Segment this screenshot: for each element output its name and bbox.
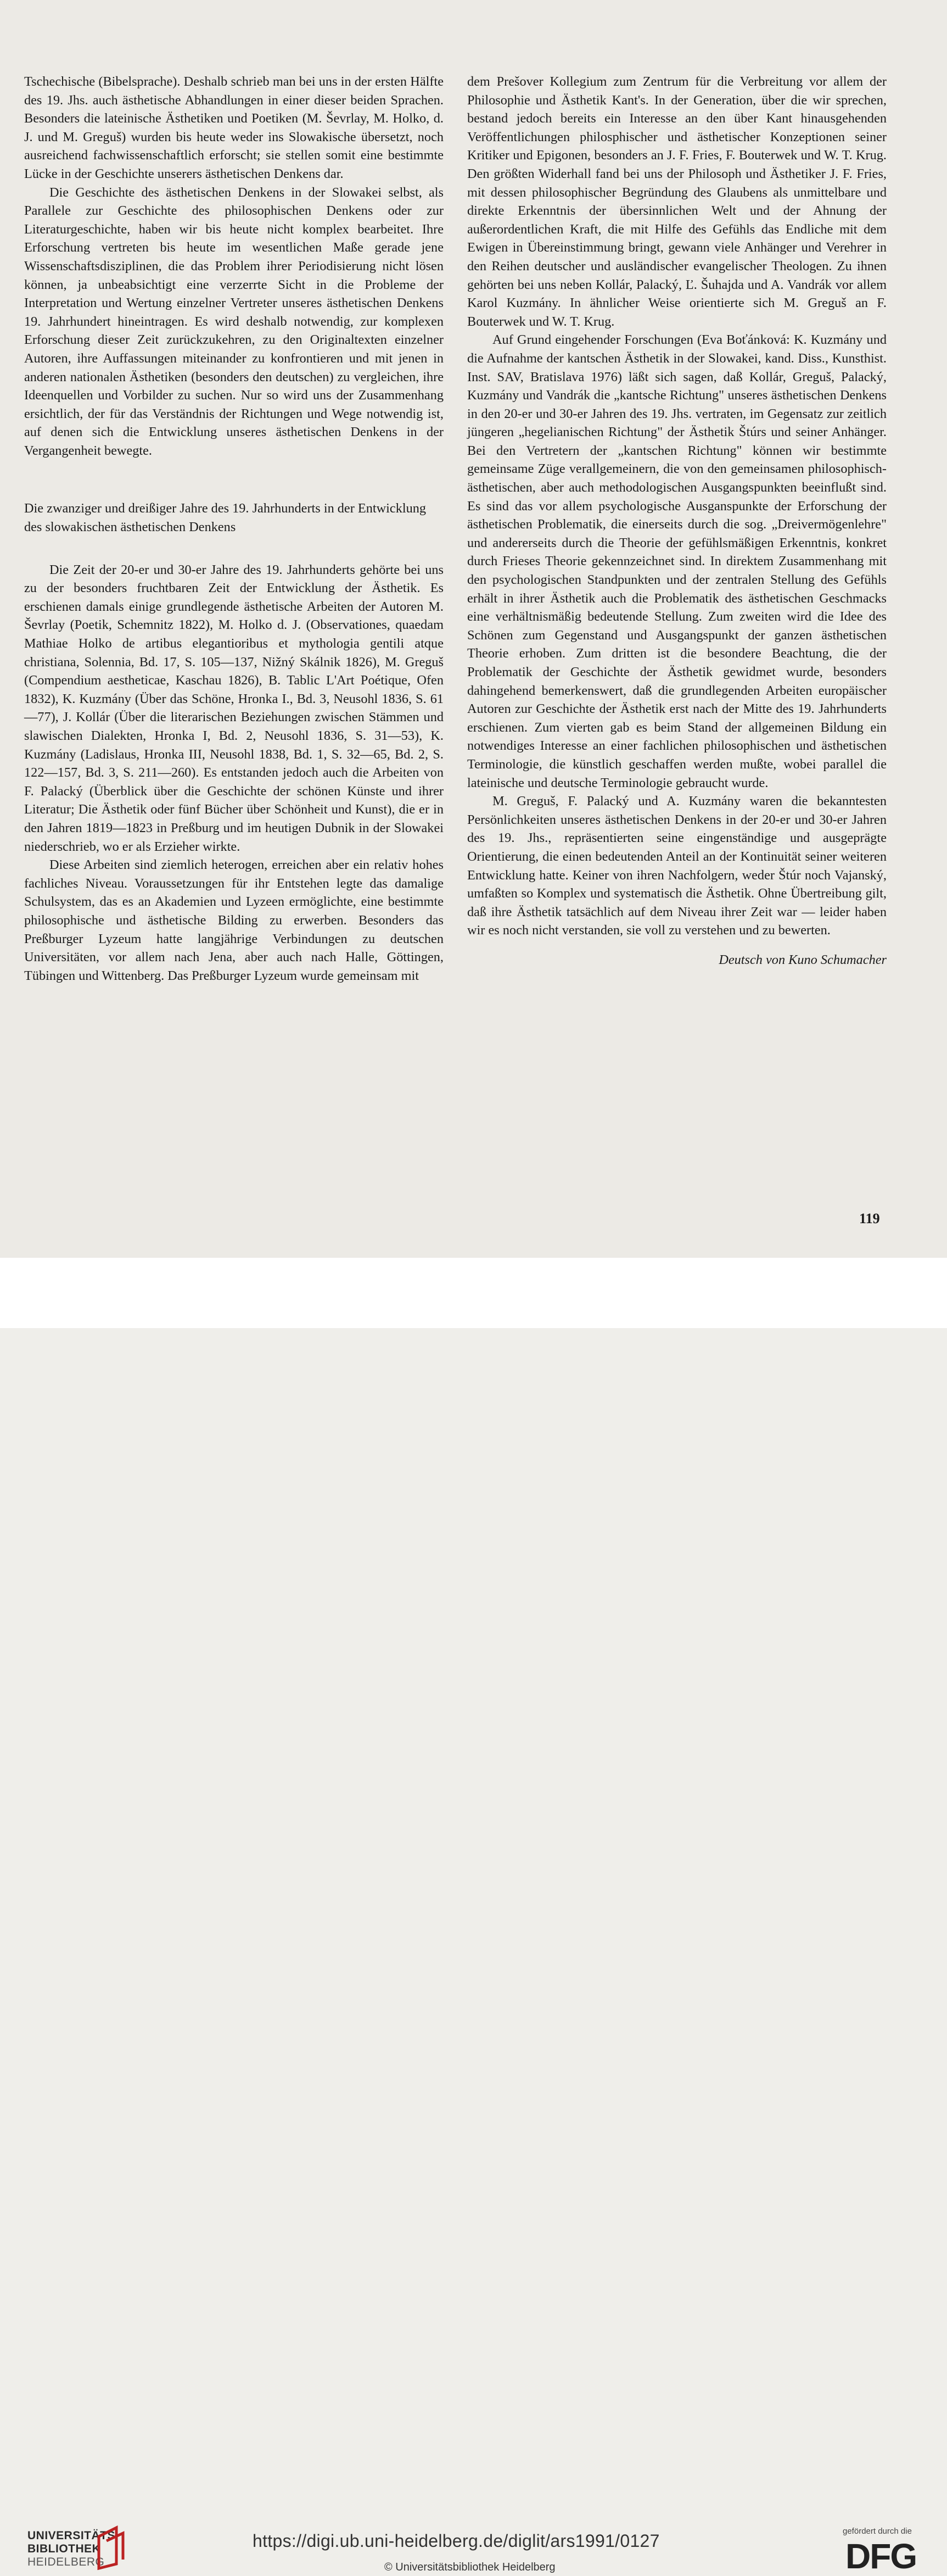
section-heading: Die zwanziger und dreißiger Jahre des 19. Jahrhunderts in der Entwicklung des slowakischen ästhetischen Denkens (24, 501, 427, 535)
footer-bar (0, 1258, 947, 2576)
logo-line: HEIDELBERG (27, 2556, 105, 2568)
paragraph: M. Greguš, F. Palacký und A. Kuzmány waren die bekanntesten Persönlichkeiten unseres ästhetischen Denkens in der 20-er und 30-er Jahren des 19. Jhs., repräsentierten seine eingenständige und ausgeprägte Orientierung, die einen bedeutenden Anteil an der Kontinuität seiner weiteren Entwicklung hatte. Keiner von ihren Nachfolgern, weder Štúr noch Vajanský, umfaßten so Komplex und systematisch die Ästhetik. Ohne Übertreibung gilt, daß ihre Ästhetik tatsächlich auf dem Niveau ihrer Zeit war — leider haben wir es noch nicht verstanden, sie voll zu verstehen und zu bewerten. (467, 794, 887, 938)
paragraph: Auf Grund eingehender Forschungen (Eva Boťánková: K. Kuzmány und die Aufnahme der kantschen Ästhetik in der Slowakei, kand. Diss., Kunsthist. Inst. SAV, Bratislava 1976) läßt sich sagen, daß Kollár, Greguš, Palacký, Kuzmány und Vandrák die „kantsche Richtung" unseres ästhetischen Denkens in den 20-er und 30-er Jahren des 19. Jhs. vertraten, im Gegensatz zur zeitlich jüngeren „hegelianischen Richtung" der Ästhetik Štúrs und seiner Anhänger. Bei den Vertretern der „kantschen Richtung" können wir bestimmte gemeinsame Züge verallgemeinern, die von den gemeinsamen philosophisch-ästhetischen, aber auch methodologischen Ausgangspunkten beeinflußt sind. Es sind das vor allem psychologische Ausganspunkte der Erforschung der ästhetischen Problematik, die einerseits durch die sog. „Dreivermögenlehre" und andererseits durch die Theorie der gefühlsmäßigen Erkenntnis, konkret durch Frieses Theorie gekennzeichnet sind. In direktem Zusammenhang mit den psychologischen Standpunkten und der zentralen Stellung des Gefühls erhält in ihrer Ästhetik auch die Problematik des ästhetischen Geschmacks eine verhältnismäßig bedeutende Stellung. Zum zweiten wird die Idee des Schönen zum Gegenstand und Ausgangspunkt der ganzen ästhetischen Theorie erhoben. Zum dritten ist die besondere Beachtung, die der Problematik der Geschichte der Ästhetik gewidmet wurde, besonders dahingehend bemerkenswert, daß die grundlegenden Arbeiten europäischer Autoren zur Geschichte der Ästhetik erst nach der Mitte des 19. Jahrhunderts erschienen. Zum vierten gab es beim Stand der allgemeinen Bildung ein notwendiges Interesse an einer fachlichen philosophischen und ästhetischen Terminologie, die künstlich geschaffen werden mußte, wobei parallel die lateinische und deutsche Terminologie gebraucht wurde. (467, 332, 887, 790)
left-column (24, 73, 444, 985)
translator-credit: Deutsch von Kuno Schumacher (719, 952, 887, 967)
paragraph: Tschechische (Bibelsprache). Deshalb schrieb man bei uns in der ersten Hälfte des 19. Jhs. auch ästhetische Abhandlungen in einer dieser beiden Sprachen. Besonders die lateinische Ästhetiken und Poetiken (M. Ševrlay, M. Holko, d. J. und M. Greguš) wurden bis heute weder ins Slowakische übersetzt, noch ausreichend fachwissenschaftlich erforscht; sie stellen somit eine bestimmte Lücke in der Geschichte unserers ästhetischen Denkens dar. (24, 74, 444, 181)
dfg-logo[interactable]: DFG (845, 2536, 917, 2576)
paragraph: Die Zeit der 20-er und 30-er Jahre des 19. Jahrhunderts gehörte bei uns zu der besonders fruchtbaren Zeit der Entwicklung der Ästhetik. Es erschienen damals einige grundlegende ästhetische Arbeiten der Autoren M. Ševrlay (Poetik, Schemnitz 1822), M. Holko d. J. (Observationes, quaedam Mathiae Holko de artibus elegantioribus et mythologia gentili atque christiana, Solennia, Bd. 17, S. 105—137, Nižný Skálnik 1826), M. Greguš (Compendium aestheticae, Kaschau 1826), B. Tablic L'Art Poétique, Ofen 1832), K. Kuzmány (Über das Schöne, Hronka I., Bd. 3, Neusohl 1836, S. 61—77), J. Kollár (Über die literarischen Beziehungen zwischen Stämmen und slawischen Dialekten, Hronka I, Bd. 2, Neusohl 1836, S. 31—53), K. Kuzmány (Ladislaus, Hronka III, Neusohl 1838, Bd. 1, S. 32—65, Bd. 2, S. 122—157, Bd. 3, S. 211—260). Es entstanden jedoch auch die Arbeiten von F. Palacký (Überblick über die Geschichte der schönen Künste und ihrer Literatur; Die Ästhetik oder fünf Bücher über Schönheit und Kunst), die er in den Jahren 1819—1823 in Preßburg und im heutigen Dubnik in der Slowakei niederschrieb, wo er als Erzieher wirkte. (24, 562, 444, 854)
paragraph: Diese Arbeiten sind ziemlich heterogen, erreichen aber ein relativ hohes fachliches Niveau. Voraussetzungen für ihr Entstehen legte das damalige Schulsystem, das es an Akademien und Lyzeen ermöglichte, eine bestimmte philosophische und ästhetische Bilding zu erwerben. Besonders das Preßburger Lyzeum hatte langjährige Verbindungen zu deutschen Universitäten, vor allem nach Jena, aber auch nach Halle, Göttingen, Tübingen und Wittenberg. Das Preßburger Lyzeum wurde gemeinsam mit (24, 857, 444, 983)
funding-label: gefördert durch die (843, 2527, 912, 2536)
page-number: 119 (859, 1211, 880, 1226)
library-logo-icon (94, 2525, 130, 2571)
paragraph: dem Prešover Kollegium zum Zentrum für die Verbreitung vor allem der Philosophie und Ästhetik Kant's. In der Generation, über die wir sprechen, bestand jedoch bereits ein Interesse an den über Kant hinausgehenden Veröffentlichungen philosphischer und ästhetischer Konzeptionen seiner Kritiker und Epigonen, besonders an J. F. Fries, F. Bouterwek und W. T. Krug. Den größten Widerhall fand bei uns der Philosoph und Ästhetiker J. F. Fries, mit dessen philosophischer Begründung des Glaubens als unmittelbare und direkte Erkenntnis der übersinnlichen Welt und der Ahnung der außerordentlichen Kraft, die mit Hilfe des Gefühls das Endliche mit dem Ewigen in Übereinstimmung bringt, gewann viele Anhänger und Verehrer in den Reihen deutscher und ausländischer evangelischer Theologen. Zu ihnen gehörten bei uns neben Kollár, Palacký, Ľ. Šuhajda und A. Vandrák vor allem Karol Kuzmány. In ähnlicher Weise orientierte sich M. Greguš an F. Bouterwek und W. T. Krug. (467, 74, 887, 329)
logo-line: BIBLIOTHEK (27, 2542, 101, 2555)
paragraph: Die Geschichte des ästhetischen Denkens in der Slowakei selbst, als Parallele zur Geschichte des philosophischen Denkens oder zur Literaturgeschichte, haben wir bis heute nicht komplex bearbeitet. Ihre Erforschung vertreten bis heute im wesentlichen Maße gerade jene Wissenschaftsdisziplinen, die das Problem ihrer Periodisierung nicht lösen können, ja unbeabsichtigt eine verzerrte Sicht in die Probleme der Interpretation und Wertung einzelner Vertreter unseres ästhetischen Denkens 19. Jahrhundert hineintragen. Es wird deshalb notwendig, zur komplexen Erforschung dieser Zeit zurückzukehren, zu den Originaltexten einzelner Autoren, ihre Auffassungen miteinander zu konfrontieren und mit jenen in anderen nationalen Ästhetiken (besonders den deutschen) zu vergleichen, ihre Ideenquellen und Vorbilder zu suchen. Nur so wird uns der Zusammenhang ersichtlich, der für das Verständnis der Richtungen und Wege notwendig ist, auf denen sich die Entwicklung unseres ästhetischen Denkens in der Vergangenheit bewegte. (24, 185, 444, 458)
scanned-page (0, 0, 947, 1258)
copyright-notice: © Universitätsbibliothek Heidelberg (384, 2561, 556, 2573)
permalink-url[interactable]: https://digi.ub.uni-heidelberg.de/diglit/ars1991/0127 (253, 2531, 660, 2551)
right-column (467, 73, 887, 969)
logo-line: UNIVERSITÄTS- (27, 2529, 120, 2542)
